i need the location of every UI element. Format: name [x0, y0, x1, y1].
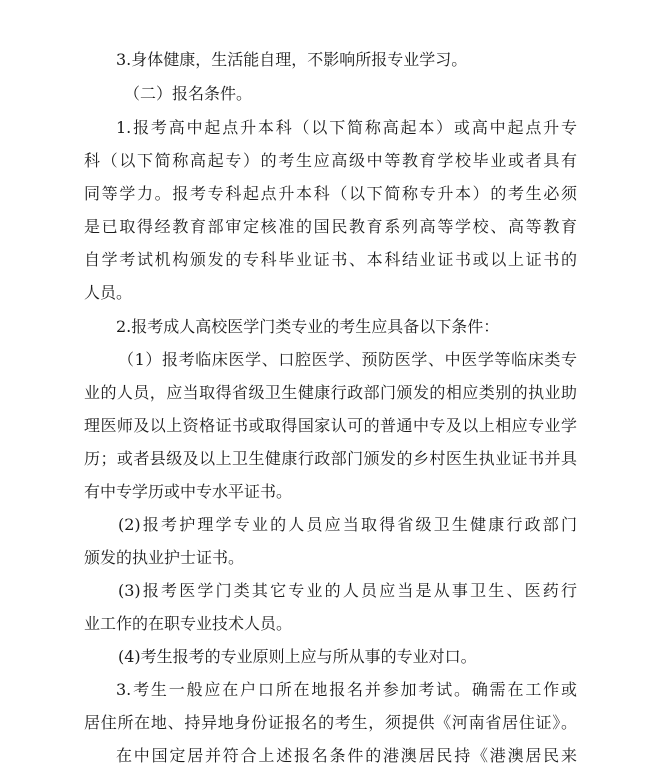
text-line: 业的人员，应当取得省级卫生健康行政部门颁发的相应类别的执业助 [84, 383, 577, 402]
text-line: 历；或者县级及以上卫生健康行政部门颁发的乡村医生执业证书并具 [84, 449, 577, 468]
text-line-subitem3-start: (3)报考医学门类其它专业的人员应当是从事卫生、医药行 [118, 581, 577, 600]
text-line: 业工作的在职专业技术人员。 [84, 614, 293, 633]
text-line: 同等学力。报考专科起点升本科（以下简称专升本）的考生必须 [84, 184, 577, 203]
text-line: 居住所在地、持异地身份证报名的考生，须提供《河南省居住证》。 [84, 713, 577, 732]
text-line-item2-start: 2.报考成人高校医学门类专业的考生应具备以下条件： [116, 317, 500, 336]
section-heading-registration-conditions: （二）报名条件。 [124, 84, 253, 103]
text-line-health-requirement: 3.身体健康，生活能自理，不影响所报专业学习。 [116, 50, 468, 69]
text-line: 人员。 [84, 283, 133, 302]
text-line: 有中专学历或中专水平证书。 [84, 482, 293, 501]
text-line-subitem4: (4)考生报考的专业原则上应与所从事的专业对口。 [118, 647, 477, 666]
text-line: 颁发的执业护士证书。 [84, 548, 245, 567]
text-line: 是已取得经教育部审定核准的国民教育系列高等学校、高等教育 [84, 217, 577, 236]
text-line-subitem2-start: (2)报考护理学专业的人员应当取得省级卫生健康行政部门 [118, 515, 577, 534]
text-line: 科（以下简称高起专）的考生应高级中等教育学校毕业或者具有 [84, 151, 577, 170]
text-line-item1-start: 1.报考高中起点升本科（以下简称高起本）或高中起点升专 [116, 118, 577, 137]
text-line-item3-start: 3.考生一般应在户口所在地报名并参加考试。确需在工作或 [116, 680, 577, 699]
text-line: 理医师及以上资格证书或取得国家认可的普通中专及以上相应专业学 [84, 416, 577, 435]
text-line: 自学考试机构颁发的专科毕业证书、本科结业证书或以上证书的 [84, 250, 577, 269]
text-line-hk-macao: 在中国定居并符合上述报名条件的港澳居民持《港澳居民来 [116, 746, 577, 765]
text-line-subitem1-start: （1）报考临床医学、口腔医学、预防医学、中医学等临床类专 [118, 350, 577, 369]
